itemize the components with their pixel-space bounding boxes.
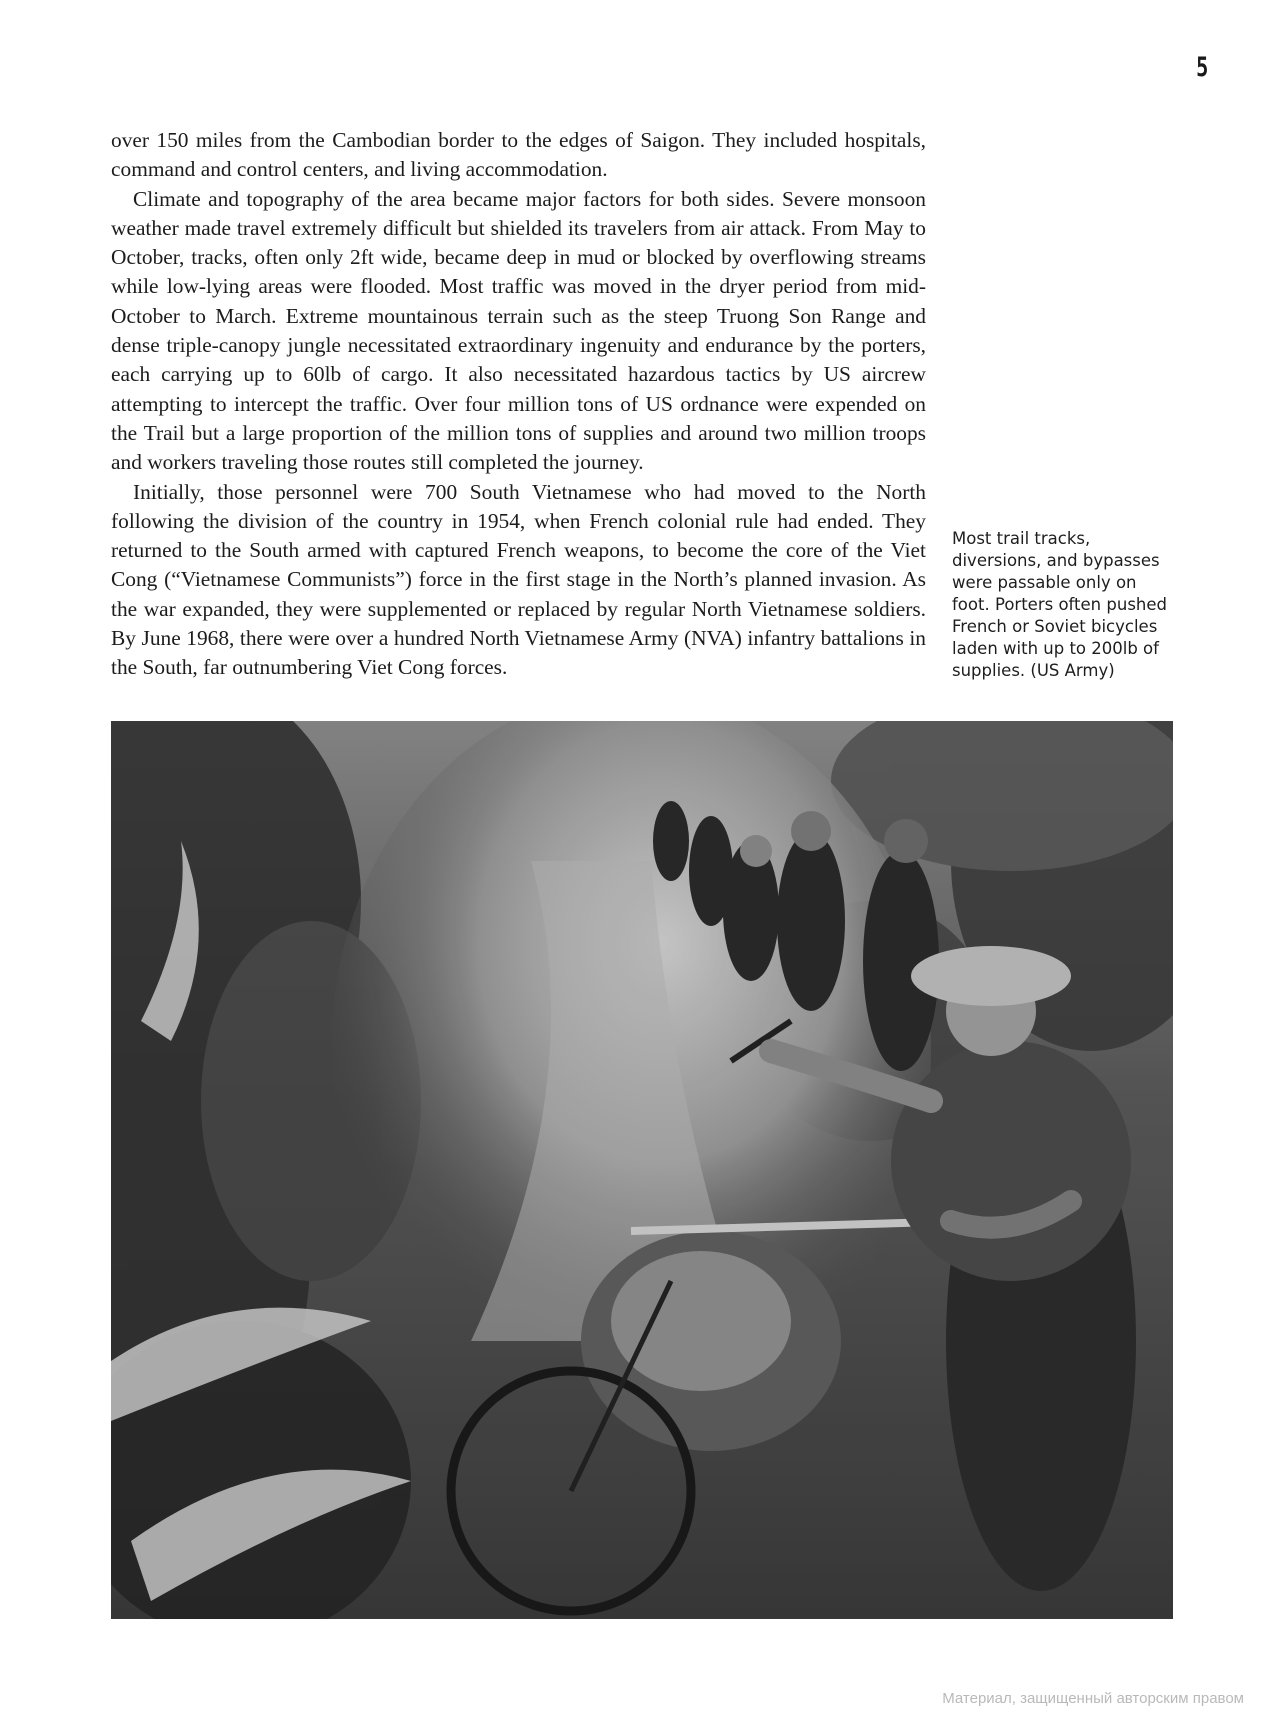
- paragraph-2: Climate and topography of the area became major factors for both sides. Severe monsoon weather made travel extremely difficult but shielded its travelers from air attack. From May to October, tracks, often only 2ft wide, became deep in mud or blocked by overflowing streams while low-lying areas were flooded. Most traffic was moved in the dryer period from mid-October to March. Extreme mountainous terrain such as the steep Truong Son Range and dense triple-canopy jungle necessitated extraordinary ingenuity and endurance by the porters, each carrying up to 60lb of cargo. It also necessitated hazardous tactics by US aircrew attempting to intercept the traffic. Over four million tons of US ordnance were expended on the Trail but a large proportion of the million tons of supplies and around two million troops and workers traveling those routes still completed the journey.: [111, 186, 926, 475]
- page-number: 5: [1195, 52, 1208, 83]
- trail-photograph: [111, 721, 1173, 1619]
- paragraph-1: over 150 miles from the Cambodian border to the edges of Saigon. They included hospitals, command and control centers, and living accommodation.: [111, 128, 926, 182]
- body-text: [111, 126, 926, 683]
- paragraph-3: Initially, those personnel were 700 South Vietnamese who had moved to the North following the division of the country in 1954, when French colonial rule had ended. They returned to the South armed with captured French weapons, to become the core of the Viet Cong (“Vietnamese Communists”) force in the first stage in the North’s planned invasion. As the war expanded, they were supplemented or replaced by regular North Vietnamese soldiers. By June 1968, there were over a hundred North Vietnamese Army (NVA) infantry battalions in the South, far outnumbering Viet Cong forces.: [111, 479, 926, 680]
- copyright-watermark: Материал, защищенный авторским правом: [942, 1690, 1244, 1707]
- photo-caption: Most trail tracks, diversions, and bypasses were passable only on foot. Porters often pushed French or Soviet bicycles laden with up to 200lb of supplies. (US Army): [952, 529, 1167, 680]
